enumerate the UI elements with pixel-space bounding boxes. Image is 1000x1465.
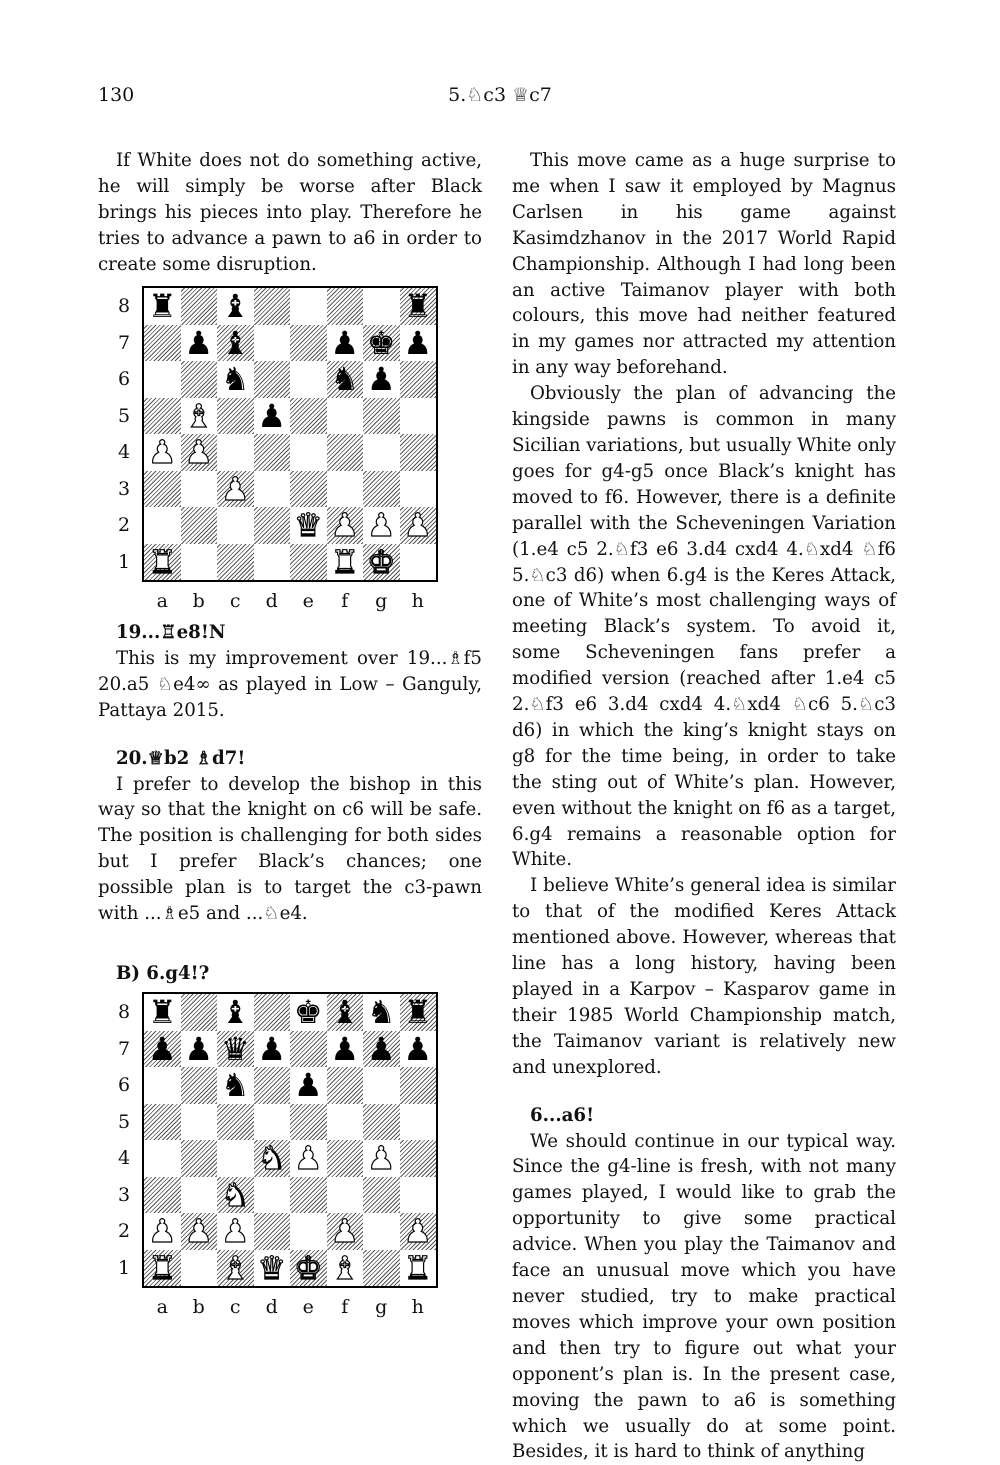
black-pawn-icon: ♟ bbox=[257, 1029, 287, 1068]
square-f4 bbox=[327, 434, 364, 471]
square-d2 bbox=[254, 1213, 291, 1250]
white-pawn-icon: ♟ bbox=[220, 469, 250, 508]
square-e5 bbox=[290, 1104, 327, 1141]
square-b3 bbox=[181, 1177, 218, 1214]
black-pawn-icon: ♟ bbox=[330, 323, 360, 362]
square-b8 bbox=[181, 288, 218, 325]
black-rook-icon: ♜ bbox=[147, 993, 177, 1031]
file-label: f bbox=[341, 1296, 349, 1318]
square-a6 bbox=[144, 361, 181, 398]
rank-label: 1 bbox=[117, 1256, 131, 1279]
square-h6 bbox=[400, 1067, 437, 1104]
square-d5 bbox=[254, 1104, 291, 1141]
square-g5 bbox=[363, 1104, 400, 1141]
square-b2 bbox=[181, 507, 218, 544]
square-a2 bbox=[144, 507, 181, 544]
black-pawn-icon: ♟ bbox=[403, 1029, 433, 1068]
white-pawn-icon: ♟ bbox=[366, 506, 396, 544]
black-bishop-icon: ♝ bbox=[220, 993, 250, 1031]
square-d4 bbox=[254, 434, 291, 471]
black-king-icon: ♚ bbox=[366, 323, 396, 362]
white-knight-icon: ♞ bbox=[257, 1139, 287, 1177]
white-queen-icon: ♛ bbox=[257, 1248, 287, 1287]
black-rook-icon: ♜ bbox=[147, 287, 177, 325]
square-h4 bbox=[400, 1140, 437, 1177]
move-heading: 20.♕b2 ♗d7! bbox=[116, 747, 246, 769]
square-d1 bbox=[254, 544, 291, 581]
black-pawn-icon: ♟ bbox=[147, 1029, 177, 1068]
square-f3 bbox=[327, 471, 364, 508]
rank-label: 8 bbox=[117, 295, 131, 317]
paragraph: If White does not do something active, he will simply be worse after Black brings his pieces into play. Therefore he tries to advance a pawn to a6 in order to create some disruption. bbox=[98, 150, 482, 275]
file-label: f bbox=[341, 590, 349, 612]
black-knight-icon: ♞ bbox=[220, 360, 250, 398]
white-rook-icon: ♜ bbox=[403, 1248, 433, 1287]
square-h3 bbox=[400, 471, 437, 508]
square-e2 bbox=[290, 1213, 327, 1250]
file-label: c bbox=[229, 1296, 241, 1318]
square-d6 bbox=[254, 1067, 291, 1104]
white-pawn-icon: ♟ bbox=[147, 433, 177, 471]
white-bishop-icon: ♝ bbox=[330, 1248, 360, 1287]
file-label: h bbox=[411, 590, 424, 612]
black-knight-icon: ♞ bbox=[220, 1066, 250, 1104]
square-a4 bbox=[144, 1140, 181, 1177]
left-column-lower bbox=[98, 620, 482, 987]
file-label: e bbox=[302, 590, 314, 612]
square-f4 bbox=[327, 1140, 364, 1177]
square-e4 bbox=[290, 434, 327, 471]
white-pawn-icon: ♟ bbox=[403, 1212, 433, 1250]
rank-label: 6 bbox=[117, 1074, 131, 1096]
rank-label: 2 bbox=[117, 514, 131, 536]
rank-label: 8 bbox=[117, 1001, 131, 1023]
square-d7 bbox=[254, 325, 291, 362]
square-h3 bbox=[400, 1177, 437, 1214]
square-b8 bbox=[181, 994, 218, 1031]
square-h5 bbox=[400, 398, 437, 435]
square-e6 bbox=[290, 361, 327, 398]
rank-label: 1 bbox=[117, 550, 131, 573]
right-column bbox=[512, 148, 896, 1465]
page-number: 130 bbox=[98, 84, 135, 106]
chess-diagram-1 bbox=[108, 278, 448, 618]
square-h1 bbox=[400, 544, 437, 581]
square-f5 bbox=[327, 398, 364, 435]
paragraph: I prefer to develop the bishop in this way so that the knight on c6 will be safe. The position is challenging for both sides but I prefer Black’s chances; one possible plan is to target the c3-pawn with ...♗e5 and ...♘e4. bbox=[98, 773, 482, 925]
square-c5 bbox=[217, 1104, 254, 1141]
white-rook-icon: ♜ bbox=[330, 542, 360, 581]
square-f3 bbox=[327, 1177, 364, 1214]
black-rook-icon: ♜ bbox=[403, 287, 433, 325]
file-label: a bbox=[156, 1296, 168, 1318]
left-column bbox=[98, 148, 482, 278]
move-heading: 19...♖e8!N bbox=[116, 622, 226, 643]
file-label: a bbox=[156, 590, 168, 612]
square-b1 bbox=[181, 544, 218, 581]
black-pawn-icon: ♟ bbox=[184, 323, 214, 362]
black-pawn-icon: ♟ bbox=[184, 1029, 214, 1068]
square-c5 bbox=[217, 398, 254, 435]
chessboard bbox=[142, 992, 438, 1288]
rank-label: 5 bbox=[117, 1110, 131, 1133]
chessboard bbox=[142, 286, 438, 582]
file-label: b bbox=[192, 1296, 205, 1318]
file-label: h bbox=[411, 1296, 424, 1318]
square-a6 bbox=[144, 1067, 181, 1104]
rank-label: 3 bbox=[117, 477, 131, 500]
square-c4 bbox=[217, 434, 254, 471]
square-e1 bbox=[290, 544, 327, 581]
square-g4 bbox=[363, 434, 400, 471]
square-b4 bbox=[181, 1140, 218, 1177]
rank-label: 5 bbox=[117, 404, 131, 427]
square-e7 bbox=[290, 1031, 327, 1068]
square-g5 bbox=[363, 398, 400, 435]
rank-label: 2 bbox=[117, 1220, 131, 1242]
white-pawn-icon: ♟ bbox=[220, 1212, 250, 1250]
white-pawn-icon: ♟ bbox=[366, 1139, 396, 1177]
black-pawn-icon: ♟ bbox=[366, 360, 396, 398]
paragraph: This is my improvement over 19...♗f5 20.a5 ♘e4∞ as played in Low – Ganguly, Pattaya 2015. bbox=[98, 647, 482, 721]
move-heading: 6...a6! bbox=[530, 1104, 595, 1126]
square-h5 bbox=[400, 1104, 437, 1141]
square-a3 bbox=[144, 471, 181, 508]
square-e3 bbox=[290, 1177, 327, 1214]
paragraph: This move came as a huge surprise to me when I saw it employed by Magnus Carlsen in his game against Kasimdzhanov in the 2017 World Rapid Championship. Although I had long been an active Taimanov player with both colours, this move had neither featured in my games nor attracted my attention in any way beforehand. bbox=[512, 150, 896, 379]
black-bishop-icon: ♝ bbox=[330, 993, 360, 1031]
black-pawn-icon: ♟ bbox=[257, 396, 287, 435]
black-pawn-icon: ♟ bbox=[330, 1029, 360, 1068]
chess-diagram-2 bbox=[108, 984, 448, 1324]
black-queen-icon: ♛ bbox=[220, 1029, 250, 1068]
square-b1 bbox=[181, 1250, 218, 1287]
rank-label: 3 bbox=[117, 1183, 131, 1206]
file-label: c bbox=[229, 590, 241, 612]
paragraph: We should continue in our typical way. Since the g4-line is fresh, with not many games played, I would like to grab the opportunity to give some practical advice. When you play the Taimanov and face an unusual move which you have never studied, try to make practical moves which improve your own position and then try to figure out what your opponent’s plan is. In the present case, moving the pawn to a6 is something which we usually do at some point. Besides, it is hard to think of anything bbox=[512, 1130, 896, 1463]
black-knight-icon: ♞ bbox=[366, 993, 396, 1031]
square-c2 bbox=[217, 507, 254, 544]
square-h6 bbox=[400, 361, 437, 398]
white-pawn-icon: ♟ bbox=[330, 1212, 360, 1250]
file-label: g bbox=[375, 1296, 388, 1318]
black-knight-icon: ♞ bbox=[330, 360, 360, 398]
rank-label: 4 bbox=[117, 441, 131, 463]
white-king-icon: ♚ bbox=[366, 542, 396, 581]
square-d2 bbox=[254, 507, 291, 544]
paragraph: Obviously the plan of advancing the kingside pawns is common in many Sicilian variations, but usually White only goes for g4-g5 once Black’s knight has moved to f6. However, there is a definite parallel with the Scheveningen Variation (1.e4 c5 2.♘f3 e6 3.d4 cxd4 4.♘xd4 ♘f6 5.♘c3 d6) when 6.g4 is the Keres Attack, one of White’s most challenging ways of meeting Black’s system. To avoid it, some Scheveningen fans prefer a modified version (reached after 1.e4 c5 2.♘f3 e6 3.d4 cxd4 4.♘xd4 ♘c6 5.♘c3 d6) in which the king’s knight stays on g8 for the time being, in order to take the sting out of White’s plan. However, even without the knight on f6 as a target, 6.g4 remains a reasonable option for White. bbox=[512, 383, 896, 871]
square-b6 bbox=[181, 1067, 218, 1104]
square-g6 bbox=[363, 1067, 400, 1104]
square-e7 bbox=[290, 325, 327, 362]
square-f5 bbox=[327, 1104, 364, 1141]
square-c4 bbox=[217, 1140, 254, 1177]
rank-label: 7 bbox=[117, 331, 131, 354]
square-e3 bbox=[290, 471, 327, 508]
white-pawn-icon: ♟ bbox=[184, 1212, 214, 1250]
white-king-icon: ♚ bbox=[293, 1248, 323, 1287]
rank-label: 6 bbox=[117, 368, 131, 390]
file-label: b bbox=[192, 590, 205, 612]
black-pawn-icon: ♟ bbox=[403, 323, 433, 362]
square-f8 bbox=[327, 288, 364, 325]
square-d8 bbox=[254, 288, 291, 325]
square-c1 bbox=[217, 544, 254, 581]
white-pawn-icon: ♟ bbox=[184, 433, 214, 471]
square-a7 bbox=[144, 325, 181, 362]
black-king-icon: ♚ bbox=[293, 993, 323, 1031]
file-label: d bbox=[265, 1296, 278, 1318]
square-d3 bbox=[254, 1177, 291, 1214]
square-e8 bbox=[290, 288, 327, 325]
running-head: 5.♘c3 ♕c7 bbox=[448, 84, 552, 106]
white-knight-icon: ♞ bbox=[220, 1175, 250, 1214]
file-label: e bbox=[302, 1296, 314, 1318]
square-f6 bbox=[327, 1067, 364, 1104]
white-pawn-icon: ♟ bbox=[147, 1212, 177, 1250]
white-pawn-icon: ♟ bbox=[403, 506, 433, 544]
square-g3 bbox=[363, 1177, 400, 1214]
paragraph: I believe White’s general idea is similar to that of the modified Keres Attack mentioned above. However, whereas that line has a long history, having been played in a Karpov – Kasparov game in their 1985 World Championship match, the Taimanov variant is relatively new and unexplored. bbox=[512, 875, 896, 1078]
square-g8 bbox=[363, 288, 400, 325]
white-bishop-icon: ♝ bbox=[220, 1248, 250, 1287]
white-queen-icon: ♛ bbox=[293, 506, 323, 544]
black-rook-icon: ♜ bbox=[403, 993, 433, 1031]
square-d8 bbox=[254, 994, 291, 1031]
square-a5 bbox=[144, 398, 181, 435]
rank-label: 4 bbox=[117, 1147, 131, 1169]
square-a5 bbox=[144, 1104, 181, 1141]
square-b5 bbox=[181, 1104, 218, 1141]
white-bishop-icon: ♝ bbox=[184, 396, 214, 435]
square-g1 bbox=[363, 1250, 400, 1287]
square-b3 bbox=[181, 471, 218, 508]
square-g3 bbox=[363, 471, 400, 508]
square-b6 bbox=[181, 361, 218, 398]
square-d6 bbox=[254, 361, 291, 398]
white-rook-icon: ♜ bbox=[147, 542, 177, 581]
white-pawn-icon: ♟ bbox=[330, 506, 360, 544]
file-label: g bbox=[375, 590, 388, 612]
black-bishop-icon: ♝ bbox=[220, 323, 250, 362]
white-rook-icon: ♜ bbox=[147, 1248, 177, 1287]
file-label: d bbox=[265, 590, 278, 612]
black-bishop-icon: ♝ bbox=[220, 287, 250, 325]
rank-label: 7 bbox=[117, 1037, 131, 1060]
section-heading: B) 6.g4!? bbox=[116, 962, 210, 984]
square-a3 bbox=[144, 1177, 181, 1214]
square-h4 bbox=[400, 434, 437, 471]
square-e5 bbox=[290, 398, 327, 435]
white-pawn-icon: ♟ bbox=[293, 1139, 323, 1177]
square-d3 bbox=[254, 471, 291, 508]
square-g2 bbox=[363, 1213, 400, 1250]
black-pawn-icon: ♟ bbox=[366, 1029, 396, 1068]
black-pawn-icon: ♟ bbox=[293, 1066, 323, 1104]
